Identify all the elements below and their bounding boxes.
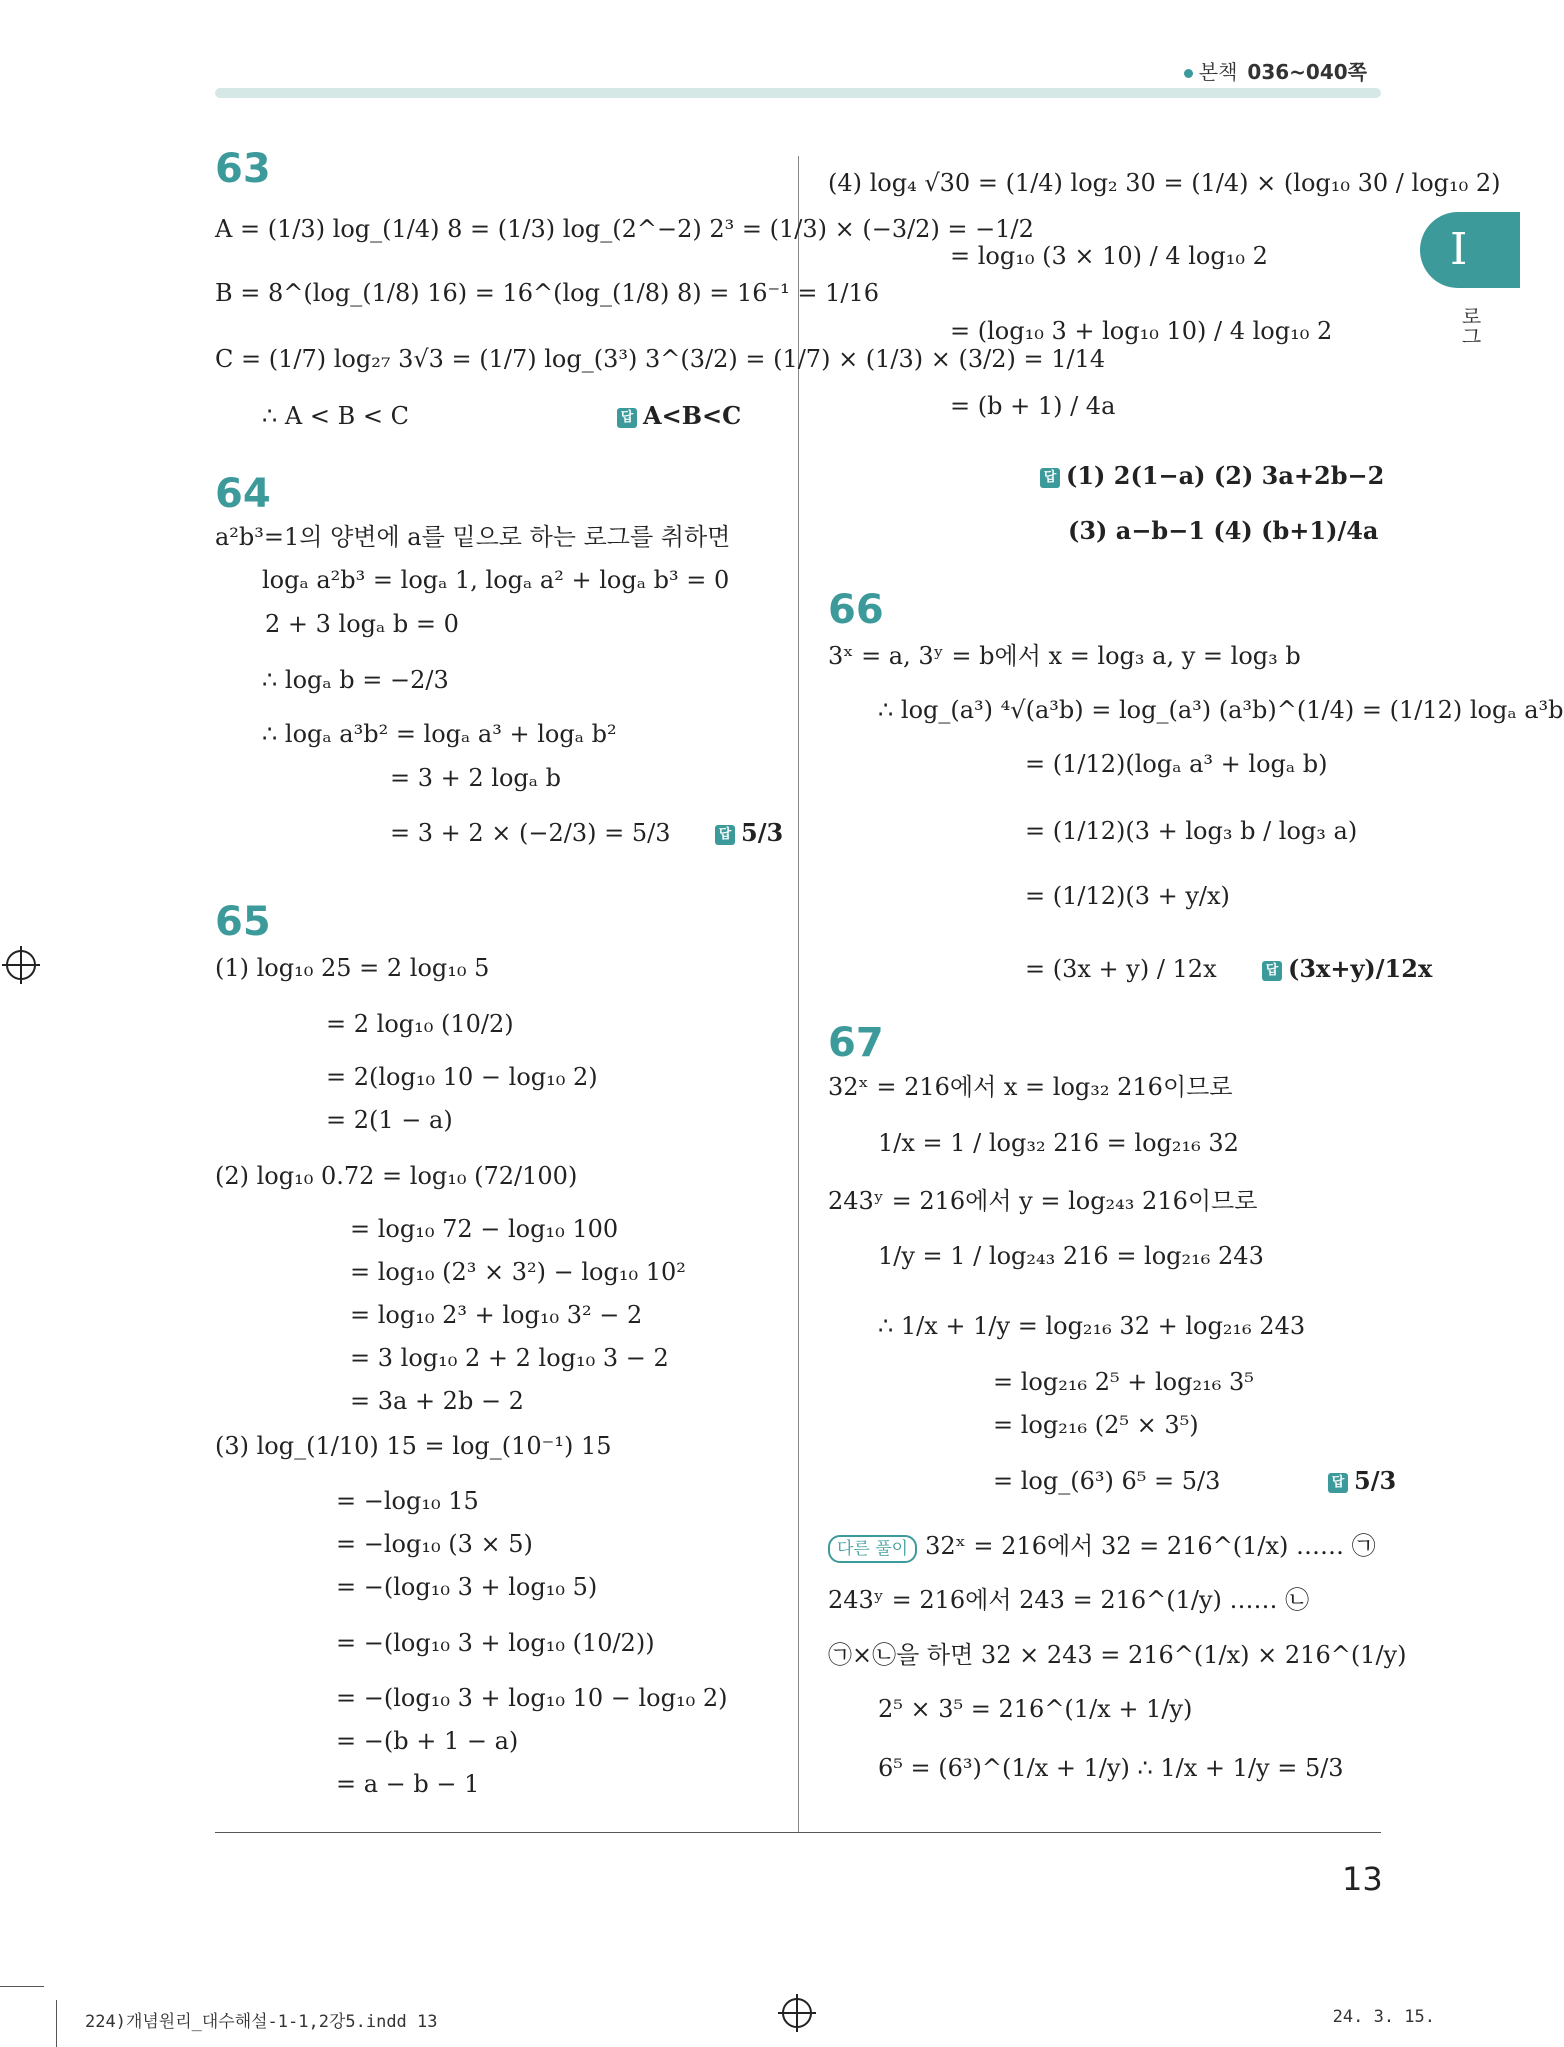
chapter-tab: I xyxy=(1420,212,1520,288)
p65-line: = 3a + 2b − 2 xyxy=(350,1387,524,1415)
p65-cont-line: = (log₁₀ 3 + log₁₀ 10) / 4 log₁₀ 2 xyxy=(950,317,1333,345)
answer-text: (1) 2(1−a) (2) 3a+2b−2 xyxy=(1066,461,1385,490)
bullet-dot-icon xyxy=(1184,69,1193,78)
answer-badge-icon: 답 xyxy=(617,408,637,428)
p65-line: (1) log₁₀ 25 = 2 log₁₀ 5 xyxy=(215,954,490,982)
p64-line: ∴ logₐ b = −2/3 xyxy=(262,666,449,694)
problem-number-67: 67 xyxy=(828,1020,884,1066)
p65-line: = log₁₀ (2³ × 3²) − log₁₀ 10² xyxy=(350,1258,686,1286)
crop-mark xyxy=(56,2000,57,2047)
p65-cont-line: = (b + 1) / 4a xyxy=(950,392,1116,420)
problem-number-63: 63 xyxy=(215,146,271,192)
alt-solution-badge: 다른 풀이 xyxy=(828,1535,917,1563)
p65-line: (2) log₁₀ 0.72 = log₁₀ (72/100) xyxy=(215,1162,578,1190)
p65-line: (3) log_(1/10) 15 = log_(10⁻¹) 15 xyxy=(215,1432,612,1460)
p63-line: ∴ A < B < C xyxy=(262,402,409,430)
p66-line: 3ˣ = a, 3ʸ = b에서 x = log₃ a, y = log₃ b xyxy=(828,642,1301,670)
p65-answers xyxy=(1040,460,1384,492)
alt-solution-line xyxy=(828,1530,1376,1563)
p65-line: = log₁₀ 2³ + log₁₀ 3² − 2 xyxy=(350,1301,643,1329)
alt-solution-line: ㉠×㉡을 하면 32 × 243 = 216^(1/x) × 216^(1/y) xyxy=(828,1641,1407,1669)
alt-solution-line: 243ʸ = 216에서 243 = 216^(1/y) …… ㉡ xyxy=(828,1586,1310,1614)
answer-badge-icon: 답 xyxy=(1262,961,1282,981)
p65-cont-line: (4) log₄ √30 = (1/4) log₂ 30 = (1/4) × (log₁₀ 30 / log₁₀ 2) xyxy=(828,169,1501,197)
p65-line: = a − b − 1 xyxy=(336,1770,480,1798)
p65-line: = log₁₀ 72 − log₁₀ 100 xyxy=(350,1215,619,1243)
p66-line: = (1/12)(logₐ a³ + logₐ b) xyxy=(1025,750,1328,778)
column-divider xyxy=(798,156,799,1832)
registration-mark-icon xyxy=(782,1998,812,2028)
crop-mark xyxy=(0,1986,44,1987)
p65-line: = −(log₁₀ 3 + log₁₀ 10 − log₁₀ 2) xyxy=(336,1684,728,1712)
p67-line: ∴ 1/x + 1/y = log₂₁₆ 32 + log₂₁₆ 243 xyxy=(878,1312,1306,1340)
header-bar xyxy=(215,88,1381,98)
p67-line: = log₂₁₆ (2⁵ × 3⁵) xyxy=(993,1411,1199,1439)
p63-answer xyxy=(617,400,741,432)
reference-prefix: 본책 xyxy=(1198,60,1238,84)
p65-line: = 2(log₁₀ 10 − log₁₀ 2) xyxy=(326,1063,598,1091)
p67-line: 243ʸ = 216에서 y = log₂₄₃ 216이므로 xyxy=(828,1187,1258,1215)
p65-line: = 2 log₁₀ (10/2) xyxy=(326,1010,514,1038)
page-number: 13 xyxy=(1342,1860,1383,1898)
p67-answer xyxy=(1328,1465,1396,1497)
p67-line: = log₂₁₆ 2⁵ + log₂₁₆ 3⁵ xyxy=(993,1368,1254,1396)
p67-line: 32ˣ = 216에서 x = log₃₂ 216이므로 xyxy=(828,1073,1233,1101)
chapter-label: 로그 xyxy=(1458,306,1482,346)
alt-solution-line: 2⁵ × 3⁵ = 216^(1/x + 1/y) xyxy=(878,1695,1193,1723)
p65-line: = 3 log₁₀ 2 + 2 log₁₀ 3 − 2 xyxy=(350,1344,669,1372)
answer-text: 5/3 xyxy=(1354,1466,1397,1495)
alt-solution-line: 6⁵ = (6³)^(1/x + 1/y) ∴ 1/x + 1/y = 5/3 xyxy=(878,1754,1344,1782)
answer-text: A<B<C xyxy=(643,401,742,430)
p64-line: ∴ logₐ a³b² = logₐ a³ + logₐ b² xyxy=(262,720,617,748)
problem-number-65: 65 xyxy=(215,899,271,945)
p64-line: = 3 + 2 logₐ b xyxy=(390,764,562,792)
p66-line: = (1/12)(3 + log₃ b / log₃ a) xyxy=(1025,817,1358,845)
p64-line: logₐ a²b³ = logₐ 1, logₐ a² + logₐ b³ = 0 xyxy=(262,566,730,594)
p63-line: B = 8^(log_(1/8) 16) = 16^(log_(1/8) 8) = 16⁻¹ = 1/16 xyxy=(215,279,880,307)
p67-line: 1/y = 1 / log₂₄₃ 216 = log₂₁₆ 243 xyxy=(878,1242,1264,1270)
page-reference xyxy=(1184,56,1367,85)
p65-answers: (3) a−b−1 (4) (b+1)/4a xyxy=(1068,516,1379,545)
footer-filename: 224)개념원리_대수해설-1-1,2강5.indd 13 xyxy=(85,2012,438,2032)
p65-line: = 2(1 − a) xyxy=(326,1106,453,1134)
answer-badge-icon: 답 xyxy=(715,825,735,845)
p66-answer xyxy=(1262,953,1432,985)
problem-number-64: 64 xyxy=(215,471,271,517)
p66-line: = (3x + y) / 12x xyxy=(1025,955,1217,983)
p64-line: a²b³=1의 양변에 a를 밑으로 하는 로그를 취하면 xyxy=(215,523,731,551)
answer-text: (3x+y)/12x xyxy=(1288,954,1433,983)
p66-line: ∴ log_(a³) ⁴√(a³b) = log_(a³) (a³b)^(1/4) = (1/12) logₐ a³b xyxy=(878,696,1564,724)
footer-date: 24. 3. 15. xyxy=(1332,2007,1435,2027)
problem-number-66: 66 xyxy=(828,587,884,633)
p65-line: = −log₁₀ (3 × 5) xyxy=(336,1530,533,1558)
p67-line: 1/x = 1 / log₃₂ 216 = log₂₁₆ 32 xyxy=(878,1129,1239,1157)
registration-mark-icon xyxy=(6,950,36,980)
p64-line: = 3 + 2 × (−2/3) = 5/3 xyxy=(390,819,671,847)
answer-text: 5/3 xyxy=(741,818,784,847)
p65-line: = −log₁₀ 15 xyxy=(336,1487,479,1515)
p65-line: = −(log₁₀ 3 + log₁₀ (10/2)) xyxy=(336,1629,655,1657)
p63-line: A = (1/3) log_(1/4) 8 = (1/3) log_(2^−2) 2³ = (1/3) × (−3/2) = −1/2 xyxy=(215,215,1034,243)
p66-line: = (1/12)(3 + y/x) xyxy=(1025,882,1230,910)
p63-line: C = (1/7) log₂₇ 3√3 = (1/7) log_(3³) 3^(3/2) = (1/7) × (1/3) × (3/2) = 1/14 xyxy=(215,345,1106,373)
p67-line: = log_(6³) 6⁵ = 5/3 xyxy=(993,1467,1221,1495)
p65-line: = −(b + 1 − a) xyxy=(336,1727,519,1755)
p65-line: = −(log₁₀ 3 + log₁₀ 5) xyxy=(336,1573,598,1601)
p64-answer xyxy=(715,817,783,849)
bottom-rule xyxy=(215,1832,1381,1833)
reference-pages: 036~040쪽 xyxy=(1247,60,1367,84)
answer-badge-icon: 답 xyxy=(1040,468,1060,488)
answer-badge-icon: 답 xyxy=(1328,1473,1348,1493)
alt-solution-text: 32ˣ = 216에서 32 = 216^(1/x) …… ㉠ xyxy=(925,1532,1376,1560)
p65-cont-line: = log₁₀ (3 × 10) / 4 log₁₀ 2 xyxy=(950,242,1268,270)
p64-line: 2 + 3 logₐ b = 0 xyxy=(265,610,459,638)
